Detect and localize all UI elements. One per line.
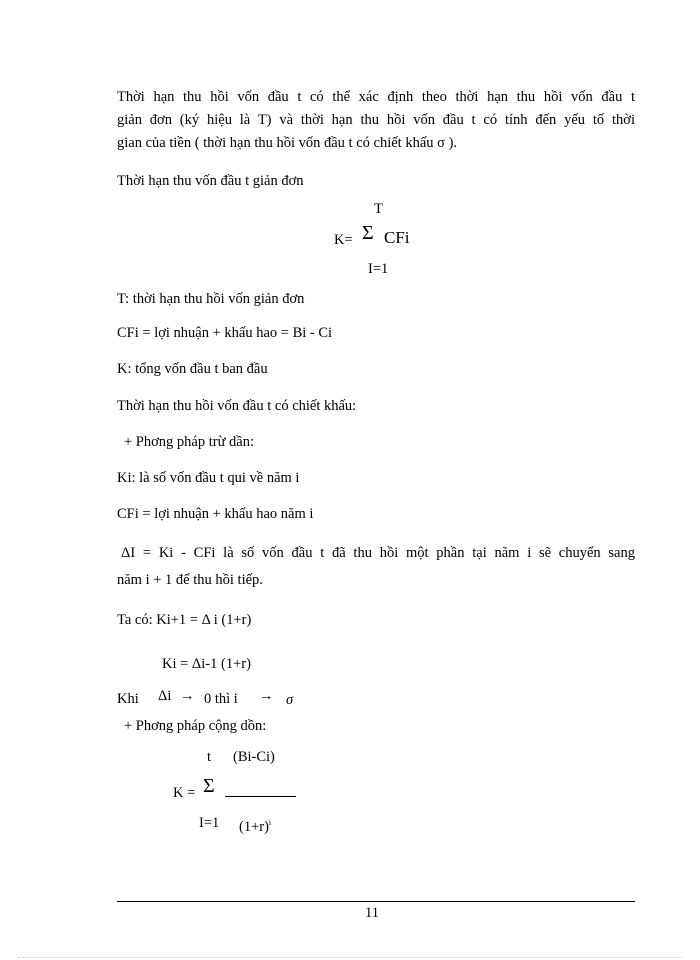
equation-ki-plus-1: Ta có: Ki+1 = Δ i (1+r) — [117, 612, 252, 628]
sigma-symbol: Σ — [203, 775, 215, 797]
method-subtraction: + Phơng pháp trừ dần: — [124, 434, 255, 450]
intro-line-3: gian của tiền ( thời hạn thu hồi vốn đầu t có chiết khấu σ ). — [117, 135, 458, 151]
fraction-bar — [225, 796, 296, 797]
intro-line-1: Thời hạn thu hồi vốn đầu t có thể xác định theo thời hạn thu hồi vốn đầu t — [117, 89, 635, 105]
intro-line-2: giản đơn (ký hiệu là T) và thời hạn thu hồi vốn đầu t có tính đến yếu tố thời — [117, 112, 635, 128]
formula-term: CFi — [384, 228, 410, 247]
formula2-upper-limit: t — [207, 749, 212, 765]
formula2-denominator — [239, 814, 271, 836]
formula2-lower-limit: I=1 — [199, 815, 220, 831]
delta-para-line-2: năm i + 1 để thu hồi tiếp. — [117, 572, 263, 588]
limit-delta: Δi — [158, 688, 172, 704]
simple-heading: Thời hạn thu vốn đầu t giản đơn — [117, 173, 304, 189]
limit-zero-then-i: 0 thì i — [204, 691, 238, 707]
formula-upper-limit: T — [374, 201, 383, 217]
page-number: 11 — [365, 905, 379, 921]
sigma-symbol: Σ — [362, 222, 374, 244]
arrow-right-icon: → — [259, 688, 274, 704]
delta-para-line-1: ΔI = Ki - CFi là số vốn đầu t đã thu hồi một phần tại năm i sẽ chuyển sang — [121, 545, 635, 561]
formula2-numerator: (Bi-Ci) — [233, 749, 275, 765]
footer-divider — [117, 901, 635, 902]
limit-khi: Khi — [117, 691, 139, 707]
definition-k: K: tổng vốn đầu t ban đầu — [117, 361, 268, 377]
equation-ki: Ki = Δi-1 (1+r) — [162, 656, 251, 672]
discount-heading: Thời hạn thu hồi vốn đầu t có chiết khấu: — [117, 398, 357, 414]
formula-lhs: K= — [334, 232, 353, 248]
arrow-right-icon: → — [180, 688, 195, 704]
formula2-lhs: K = — [173, 785, 196, 801]
page-bottom-dotted-edge — [18, 957, 682, 958]
definition-ki: Ki: là số vốn đầu t qui về năm i — [117, 470, 300, 486]
definition-t: T: thời hạn thu hồi vốn giản đơn — [117, 291, 305, 307]
denominator-base: (1+r) — [239, 818, 269, 835]
method-cumulative: + Phơng pháp cộng dồn: — [124, 718, 267, 734]
limit-sigma: σ — [286, 692, 294, 708]
formula-lower-limit: I=1 — [368, 261, 389, 277]
definition-cfi-year: CFi = lợi nhuận + khấu hao năm i — [117, 506, 314, 522]
definition-cfi: CFi = lợi nhuận + khấu hao = Bi - Ci — [117, 325, 333, 341]
denominator-exponent: i — [268, 818, 272, 827]
